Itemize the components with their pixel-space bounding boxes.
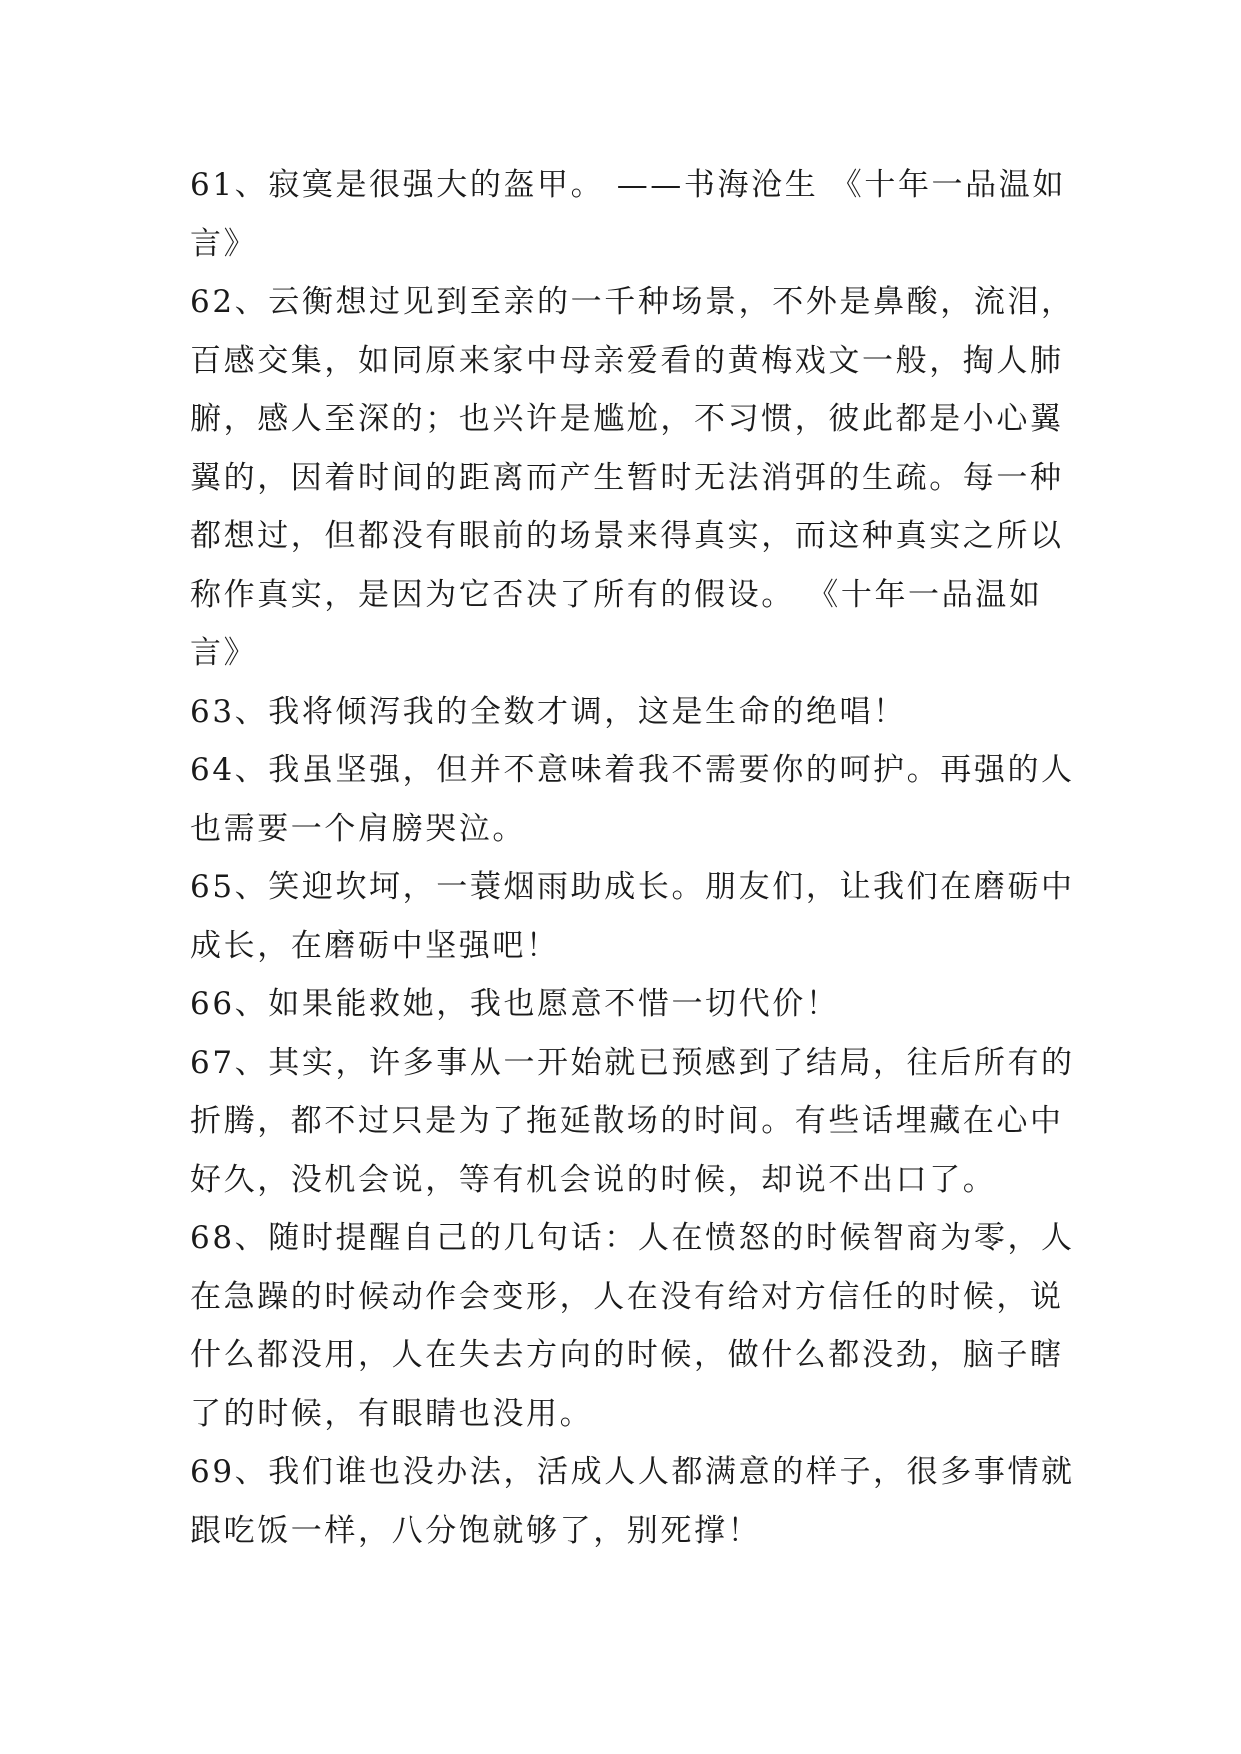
text-line: 也需要一个肩膀哭泣。: [190, 810, 526, 847]
text-line: 成长，在磨砺中坚强吧！: [190, 927, 560, 964]
text-line: 腑，感人至深的；也兴许是尴尬，不习惯，彼此都是小心翼: [190, 401, 1064, 437]
text-line: 翼的，因着时间的距离而产生暂时无法消弭的生疏。每一种: [190, 459, 1064, 496]
text-line: 折腾，都不过只是为了拖延散场的时间。有些话埋藏在心中: [190, 1103, 1064, 1139]
text-line: 跟吃饭一样，八分饱就够了，别死撑！: [190, 1512, 762, 1549]
text-line: 66、如果能救她，我也愿意不惜一切代价！: [190, 986, 840, 1022]
text-line: 65、笑迎坎坷，一蓑烟雨助成长。朋友们，让我们在磨砺中: [190, 869, 1075, 905]
document-body: [190, 156, 1075, 1560]
text-line: 好久，没机会说，等有机会说的时候，却说不出口了。: [190, 1161, 997, 1198]
text-line: 称作真实，是因为它否决了所有的假设。 《十年一品温如: [190, 576, 1043, 613]
text-line: 百感交集，如同原来家中母亲爱看的黄梅戏文一般，掏人肺: [190, 342, 1064, 379]
text-line: 都想过，但都没有眼前的场景来得真实，而这种真实之所以: [190, 518, 1064, 554]
text-line: 言》: [190, 635, 258, 671]
text-line: 69、我们谁也没办法，活成人人都满意的样子，很多事情就: [190, 1454, 1075, 1490]
text-line: 62、云衡想过见到至亲的一千种场景，不外是鼻酸，流泪，: [190, 284, 1075, 320]
text-line: 在急躁的时候动作会变形，人在没有给对方信任的时候，说: [190, 1278, 1064, 1315]
text-line: 了的时候，有眼睛也没用。: [190, 1395, 594, 1432]
text-line: 61、寂寞是很强大的盔甲。 ——书海沧生 《十年一品温如: [190, 167, 1066, 203]
text-line: 什么都没用，人在失去方向的时候，做什么都没劲，脑子瞎: [190, 1337, 1064, 1373]
text-line: 64、我虽坚强，但并不意味着我不需要你的呵护。再强的人: [190, 752, 1075, 788]
text-line: 言》: [190, 225, 258, 262]
text-line: 63、我将倾泻我的全数才调，这是生命的绝唱！: [190, 693, 907, 730]
text-line: 67、其实，许多事从一开始就已预感到了结局，往后所有的: [190, 1044, 1075, 1081]
text-line: 68、随时提醒自己的几句话：人在愤怒的时候智商为零，人: [190, 1220, 1075, 1256]
